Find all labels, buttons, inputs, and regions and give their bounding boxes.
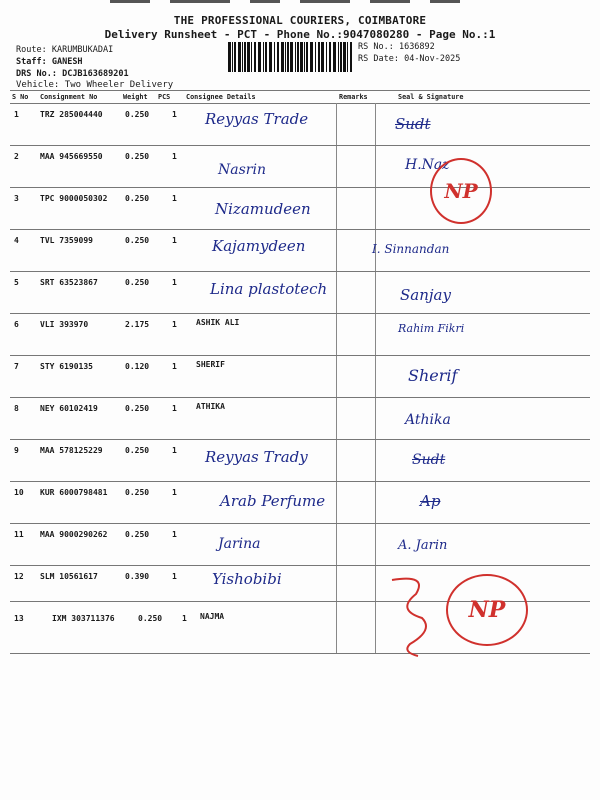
handwritten-consignee: Nizamudeen <box>215 200 311 218</box>
route-value: KARUMBUKADAI <box>51 45 114 55</box>
route-label: Route: <box>16 45 47 55</box>
row-consignee: NAJMA <box>200 612 225 621</box>
rs-no-label: RS No.: <box>358 42 394 52</box>
row-weight: 0.250 <box>125 530 150 539</box>
row-pcs: 1 <box>172 110 177 119</box>
row-consignment: STY 6190135 <box>40 362 93 371</box>
row-sno: 10 <box>14 488 24 497</box>
row-sno: 7 <box>14 362 19 371</box>
signature: Ap <box>420 492 441 510</box>
row-weight: 0.250 <box>125 488 150 497</box>
vehicle-line <box>16 80 173 90</box>
handwritten-consignee: Arab Perfume <box>220 492 326 510</box>
row-pcs: 1 <box>172 278 177 287</box>
row-sno: 1 <box>14 110 19 119</box>
row-consignment: NEY 60102419 <box>40 404 98 413</box>
row-pcs: 1 <box>172 236 177 245</box>
row-consignment: TPC 9000050302 <box>40 194 108 203</box>
signature: Sherif <box>408 366 458 385</box>
row-sno: 5 <box>14 278 19 287</box>
row-pcs: 1 <box>172 530 177 539</box>
handwritten-consignee: Reyyas Trade <box>205 110 309 128</box>
signature: Sudt <box>412 452 446 468</box>
row-pcs: 1 <box>172 362 177 371</box>
col-remarks: Remarks <box>339 93 368 101</box>
row-weight: 0.250 <box>125 404 150 413</box>
row-consignee: SHERIF <box>196 360 225 369</box>
row-consignment: VLI 393970 <box>40 320 89 329</box>
row-weight: 0.250 <box>125 236 150 245</box>
row-consignee: ATHIKA <box>196 402 225 411</box>
signature: A. Jarin <box>398 538 448 553</box>
row-rule <box>10 229 590 230</box>
row-consignment: MAA 578125229 <box>40 446 103 455</box>
rs-no-line <box>358 42 435 52</box>
col-consignee: Consignee Details <box>186 93 256 101</box>
row-consignment: TRZ 285004440 <box>40 110 103 119</box>
np-stamp: NP <box>446 574 528 646</box>
staff-value: GANESH <box>51 57 83 67</box>
np-stamp: NP <box>430 158 492 224</box>
signature: H.Naz <box>405 157 450 173</box>
row-sno: 3 <box>14 194 19 203</box>
row-consignment: SLM 10561617 <box>40 572 98 581</box>
signature: Sanjay <box>400 286 451 304</box>
col-weight: Weight <box>123 93 148 101</box>
row-rule <box>10 145 590 146</box>
col-seal: Seal & Signature <box>398 93 464 101</box>
row-consignment: TVL 7359099 <box>40 236 93 245</box>
row-rule <box>10 313 590 314</box>
row-pcs: 1 <box>172 152 177 161</box>
row-weight: 0.390 <box>125 572 150 581</box>
row-sno: 11 <box>14 530 24 539</box>
row-consignee: ASHIK ALI <box>196 318 240 327</box>
drs-value: DCJB163689201 <box>62 69 129 79</box>
row-sno: 4 <box>14 236 19 245</box>
row-pcs: 1 <box>172 320 177 329</box>
vehicle-label: Vehicle: <box>16 80 60 90</box>
rs-date-line <box>358 54 460 64</box>
row-rule <box>10 523 590 524</box>
handwritten-consignee: Nasrin <box>218 162 266 178</box>
col-sno: S No <box>12 93 29 101</box>
signature: Rahim Fikri <box>398 322 465 335</box>
runsheet-title: Delivery Runsheet - PCT - Phone No.:9047080280 - Page No.:1 <box>104 28 496 41</box>
staff-line <box>16 57 83 67</box>
row-rule <box>10 397 590 398</box>
row-consignment: IXM 303711376 <box>52 614 115 623</box>
remarks-left-rule <box>336 103 337 653</box>
row-rule <box>10 271 590 272</box>
red-scribble <box>388 574 438 658</box>
signature: I. Sinnandan <box>372 242 450 256</box>
row-sno: 2 <box>14 152 19 161</box>
rs-date-value: 04-Nov-2025 <box>404 54 461 64</box>
cropped-top-text <box>0 0 600 6</box>
rs-date-label: RS Date: <box>358 54 399 64</box>
row-sno: 9 <box>14 446 19 455</box>
col-consignment: Consignment No <box>40 93 98 101</box>
handwritten-consignee: Reyyas Trady <box>205 448 308 466</box>
col-pcs: PCS <box>158 93 171 101</box>
row-pcs: 1 <box>172 194 177 203</box>
handwritten-consignee: Jarina <box>218 536 261 552</box>
remarks-right-rule <box>375 103 376 653</box>
header-rule <box>10 103 590 104</box>
row-sno: 12 <box>14 572 24 581</box>
row-weight: 0.250 <box>125 194 150 203</box>
row-sno: 6 <box>14 320 19 329</box>
row-consignment: KUR 6000798481 <box>40 488 108 497</box>
handwritten-consignee: Yishobibi <box>212 570 282 588</box>
row-weight: 2.175 <box>125 320 150 329</box>
row-weight: 0.250 <box>138 614 163 623</box>
row-rule <box>10 187 590 188</box>
row-weight: 0.250 <box>125 446 150 455</box>
row-consignment: SRT 63523867 <box>40 278 98 287</box>
row-sno: 8 <box>14 404 19 413</box>
barcode <box>228 42 354 72</box>
route-line <box>16 45 113 55</box>
row-consignment: MAA 9000290262 <box>40 530 108 539</box>
row-pcs: 1 <box>172 572 177 581</box>
row-weight: 0.250 <box>125 152 150 161</box>
row-rule <box>10 481 590 482</box>
drs-line <box>16 69 129 79</box>
handwritten-consignee: Lina plastotech <box>210 280 328 298</box>
row-pcs: 1 <box>172 488 177 497</box>
row-weight: 0.120 <box>125 362 150 371</box>
row-pcs: 1 <box>182 614 187 623</box>
row-consignment: MAA 945669550 <box>40 152 103 161</box>
row-rule <box>10 565 590 566</box>
row-weight: 0.250 <box>125 110 150 119</box>
handwritten-consignee: Kajamydeen <box>212 237 306 255</box>
drs-label: DRS No.: <box>16 69 57 79</box>
table-bottom-rule <box>10 653 590 654</box>
row-weight: 0.250 <box>125 278 150 287</box>
row-pcs: 1 <box>172 446 177 455</box>
signature: Sudt <box>395 115 431 133</box>
table-top-rule <box>10 90 590 91</box>
signature: Athika <box>405 412 451 428</box>
vehicle-value: Two Wheeler Delivery <box>64 80 174 90</box>
row-rule <box>10 439 590 440</box>
company-name: THE PROFESSIONAL COURIERS, COIMBATORE <box>173 14 427 27</box>
staff-label: Staff: <box>16 57 47 67</box>
row-sno: 13 <box>14 614 24 623</box>
row-rule <box>10 355 590 356</box>
row-pcs: 1 <box>172 404 177 413</box>
rs-no-value: 1636892 <box>398 42 435 52</box>
